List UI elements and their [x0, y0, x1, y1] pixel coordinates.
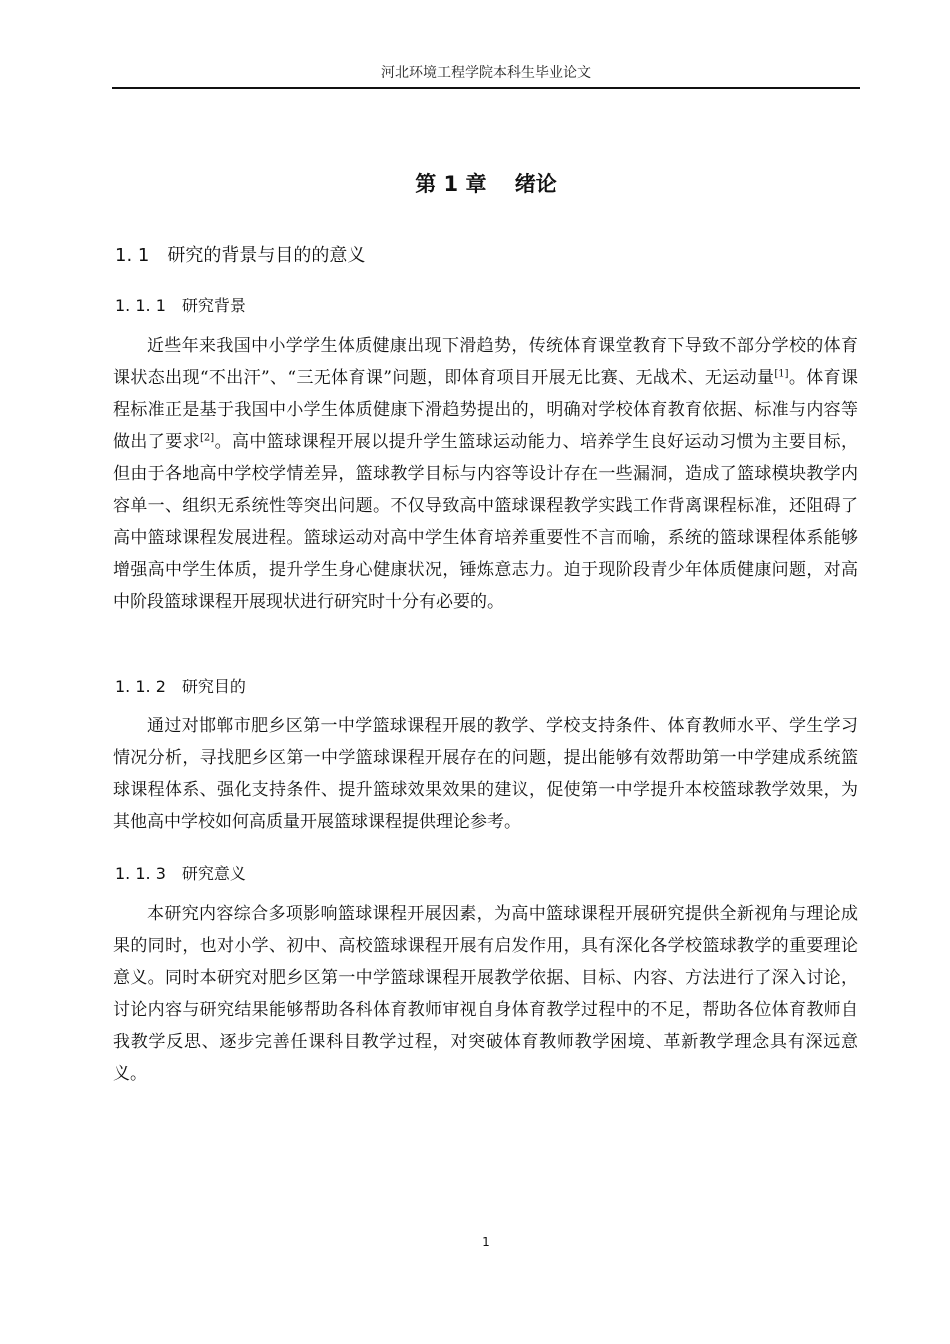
background-paragraph [113, 330, 858, 618]
subsection-number: 1. 1. 1 [115, 296, 166, 315]
citation-1[interactable]: [1] [774, 368, 789, 380]
subsection-heading-1-1-1 [115, 293, 246, 316]
section-title: 研究的背景与目的的意义 [167, 245, 366, 266]
page-number: 1 [482, 1235, 490, 1249]
background-text-b: 。体育课程标准正是基于我国中小学生体质健康下滑趋势提出的，明确对学校体育教育依据、标准与内容等做出了要求 [113, 368, 859, 452]
chapter-title: 第 1 章 绪论 [415, 172, 557, 196]
page-header: 河北环境工程学院本科生毕业论文 [381, 65, 591, 81]
subsection-title: 研究意义 [181, 864, 246, 883]
purpose-paragraph: 通过对邯郸市肥乡区第一中学篮球课程开展的教学、学校支持条件、体育教师水平、学生学习情况分析，寻找肥乡区第一中学篮球课程开展存在的问题，提出能够有效帮助第一中学建成系统篮球课程体系、强化支持条件、提升篮球效果效果的建议，促使第一中学提升本校篮球教学效果，为其他高中学校如何高质量开展篮球课程提供理论参考。 [113, 716, 858, 832]
section-heading-1-1 [115, 241, 365, 267]
background-text-a: 近些年来我国中小学学生体质健康出现下滑趋势，传统体育课堂教育下导致不部分学校的体育课状态出现“不出汗”、“三无体育课”问题，即体育项目开展无比赛、无战术、无运动量 [113, 336, 858, 388]
significance-paragraph: 本研究内容综合多项影响篮球课程开展因素，为高中篮球课程开展研究提供全新视角与理论成果的同时，也对小学、初中、高校篮球课程开展有启发作用，具有深化各学校篮球教学的重要理论意义。同时本研究对肥乡区第一中学篮球课程开展教学依据、目标、内容、方法进行了深入讨论，讨论内容与研究结果能够帮助各科体育教师审视自身体育教学过程中的不足，帮助各位体育教师自我教学反思、逐步完善任课科目教学过程，对突破体育教师教学困境、革新教学理念具有深远意义。 [113, 904, 858, 1084]
section-number: 1. 1 [115, 245, 150, 266]
citation-2[interactable]: [2] [200, 432, 215, 444]
header-rule [112, 87, 860, 89]
subsection-number: 1. 1. 3 [115, 864, 166, 883]
subsection-title: 研究背景 [181, 296, 246, 315]
background-text-c: 。高中篮球课程开展以提升学生篮球运动能力、培养学生良好运动习惯为主要目标，但由于各地高中学校学情差异，篮球教学目标与内容等设计存在一些漏洞，造成了篮球模块教学内容单一、组织无系统性等突出问题。不仅导致高中篮球课程教学实践工作背离课程标准，还阻碍了高中篮球课程发展进程。篮球运动对高中学生体育培养重要性不言而喻，系统的篮球课程体系能够增强高中学生体质，提升学生身心健康状况，锤炼意志力。迫于现阶段青少年体质健康问题，对高中阶段篮球课程开展现状进行研究时十分有必要的。 [113, 432, 859, 612]
subsection-heading-1-1-2 [115, 674, 246, 697]
subsection-title: 研究目的 [181, 677, 246, 696]
subsection-heading-1-1-3 [115, 861, 246, 884]
subsection-number: 1. 1. 2 [115, 677, 166, 696]
